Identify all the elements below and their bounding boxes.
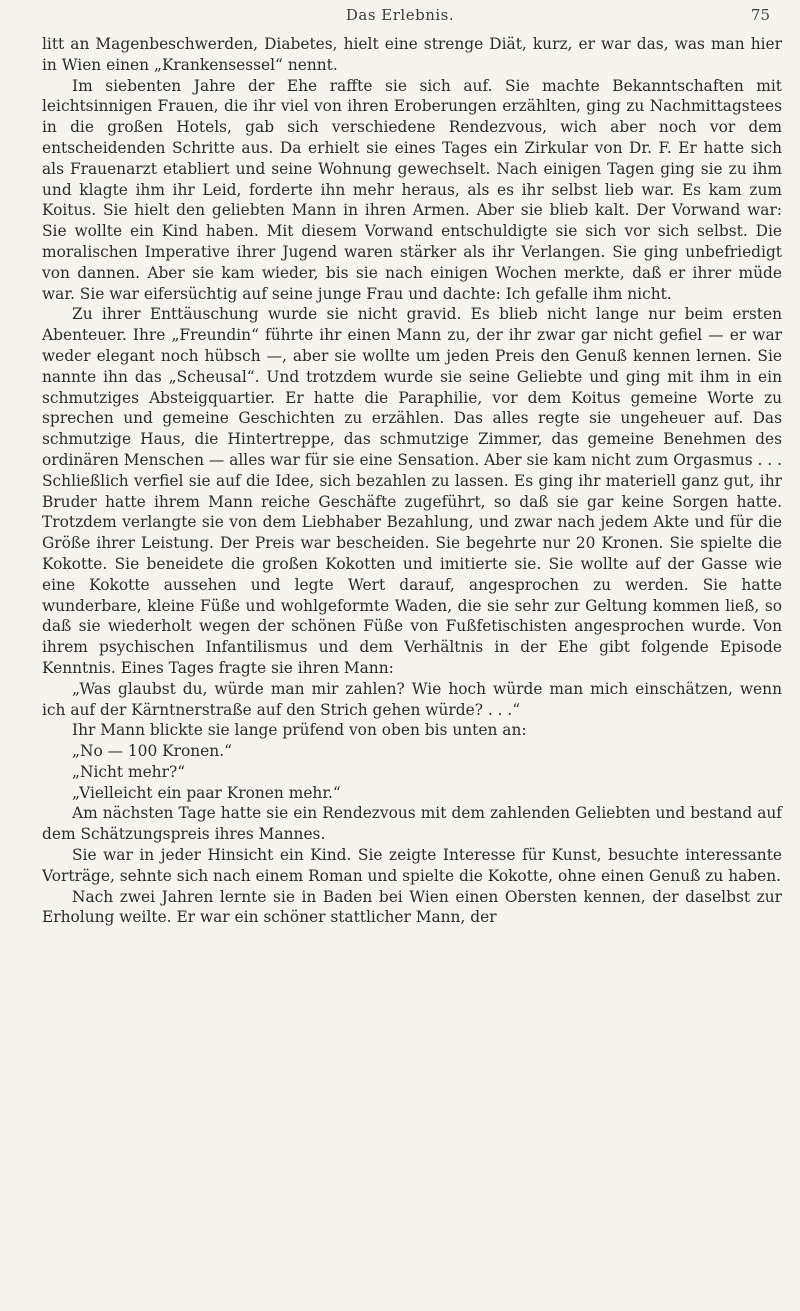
paragraph: „Vielleicht ein paar Kronen mehr.“: [72, 783, 341, 802]
paragraph: „No — 100 Kronen.“: [72, 742, 232, 761]
running-title: Das Erlebnis.: [345, 6, 455, 24]
paragraph: Zu ihrer Enttäuschung wurde sie nicht gravid. Es blieb nicht lange nur beim ersten Abenteuer. Ihre „Freundin“ führte ihr einen Mann zu, der ihr zwar gar nicht gefiel — er war weder elegant noch hübsch —, aber sie wollte um jeden Preis den Genuß kennen lernen. Sie nannte ihn das „Scheusal“. Und trotzdem wurde sie seine Geliebte und ging mit ihm in ein schmutziges Absteigquartier. Er hatte die Paraphilie, vor dem Koitus gemeine Worte zu sprechen und gemeine Geschichten zu erzählen. Das alles regte sie ungeheuer auf. Das schmutzige Haus, die Hintertreppe, das schmutzige Zimmer, das gemeine Benehmen des ordinären Menschen — alles war für sie eine Sensation. Aber sie kam nicht zum Orgasmus . . . Schließlich verfiel sie auf die Idee, sich bezahlen zu lassen. Es ging ihr materiell ganz gut, ihr Bruder hatte ihrem Mann reiche Geschäfte zugeführt, so daß sie gar keine Sorgen hatte. Trotzdem verlangte sie von dem Liebhaber Bezahlung, und zwar nach jedem Akte und für die Größe ihrer Leistung. Der Preis war bescheiden. Sie begehrte nur 20 Kronen. Sie spielte die Kokotte. Sie beneidete die großen Kokotten und imitierte sie. Sie wollte auf der Gasse wie eine Kokotte aussehen und legte Wert darauf, angesprochen zu werden. Sie hatte wunderbare, kleine Füße und wohlgeformte Waden, die sie sehr zur Geltung kommen ließ, so daß sie wiederholt wegen der schönen Füße von Fußfetischisten angesprochen wurde. Von ihrem psychischen Infantilismus und dem Verhältnis in der Ehe gibt folgende Episode Kenntnis. Eines Tages fragte sie ihren Mann:: [42, 305, 782, 677]
paragraph: Im siebenten Jahre der Ehe raffte sie sich auf. Sie machte Bekanntschaften mit leichtsinnigen Frauen, die ihr viel von ihren Eroberungen erzählten, ging zu Nachmittagstees in die großen Hotels, gab sich verschiedene Rendezvous, wich aber noch vor dem entscheidenden Schritte aus. Da erhielt sie eines Tages ein Zirkular von Dr. F. Er hatte sich als Frauenarzt etabliert und seine Wohnung gewechselt. Nach einigen Tagen ging sie zu ihm und klagte ihm ihr Leid, forderte ihn mehr heraus, als es ihr selbst lieb war. Es kam zum Koitus. Sie hielt den geliebten Mann in ihren Armen. Aber sie blieb kalt. Der Vorwand war: Sie wollte ein Kind haben. Mit diesem Vorwand entschuldigte sie sich vor sich selbst. Die moralischen Imperative ihrer Jugend waren stärker als ihr Verlangen. Sie ging unbefriedigt von dannen. Aber sie kam wieder, bis sie nach einigen Wochen merkte, daß er ihrer müde war. Sie war eifersüchtig auf seine junge Frau und dachte: Ich gefalle ihm nicht.: [42, 76, 782, 303]
body-text: [42, 34, 782, 928]
paragraph: „Nicht mehr?“: [72, 762, 186, 781]
paragraph: Sie war in jeder Hinsicht ein Kind. Sie zeigte Interesse für Kunst, besuchte interessante Vorträge, sehnte sich nach einem Roman und spielte die Kokotte, ohne einen Genuß zu haben.: [42, 846, 782, 885]
paragraph: Ihr Mann blickte sie lange prüfend von oben bis unten an:: [72, 721, 527, 740]
paragraph: „Was glaubst du, würde man mir zahlen? Wie hoch würde man mich einschätzen, wenn ich auf der Kärntnerstraße auf den Strich gehen würde? . . .“: [42, 679, 782, 719]
paragraph: Am nächsten Tage hatte sie ein Rendezvous mit dem zahlenden Geliebten und bestand auf dem Schätzungspreis ihres Mannes.: [42, 804, 782, 844]
page-header: [0, 6, 800, 28]
page-number: 75: [750, 6, 770, 24]
paragraph: Nach zwei Jahren lernte sie in Baden bei Wien einen Obersten kennen, der daselbst zur Erholung weilte. Er war ein schöner stattlicher Mann, der: [42, 887, 782, 927]
paragraph: litt an Magenbeschwerden, Diabetes, hielt eine strenge Diät, kurz, er war das, was man hier in Wien einen „Krankensessel“ nennt.: [42, 35, 782, 74]
